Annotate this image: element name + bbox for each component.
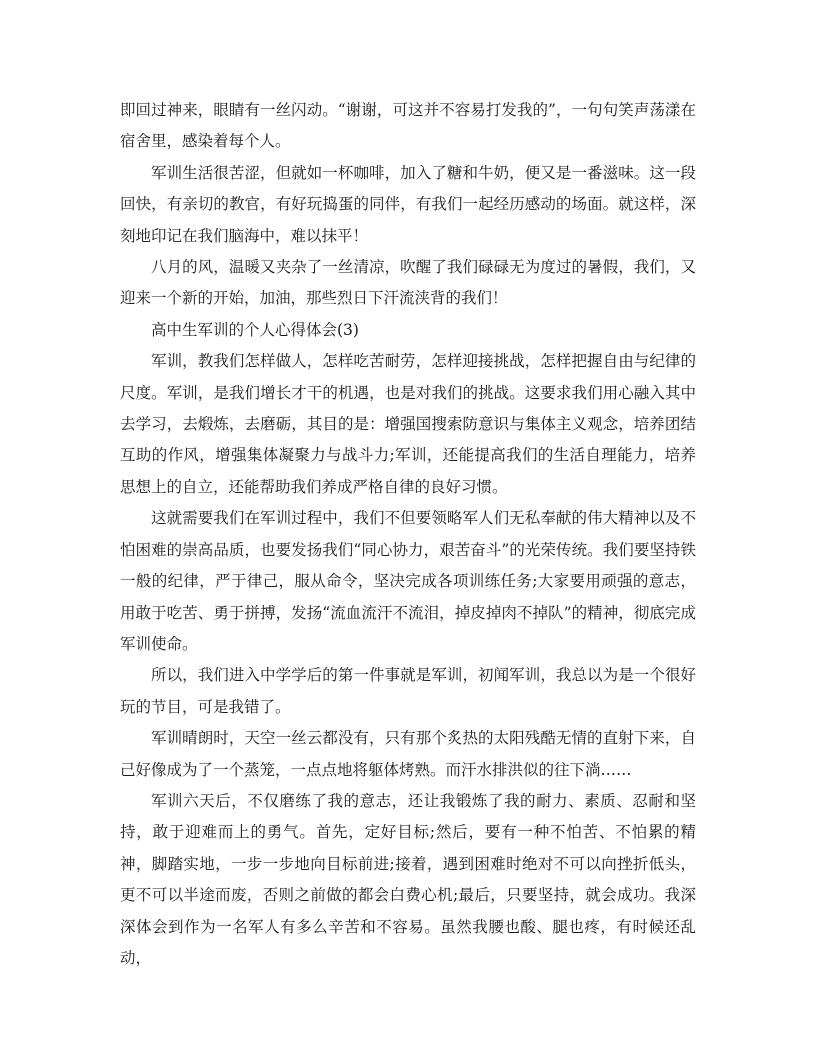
paragraph-2: 军训生活很苦涩，但就如一杯咖啡，加入了糖和牛奶，便又是一番滋味。这一段回快，有亲切的教官，有好玩捣蛋的同伴，有我们一起经历感动的场面。就这样，深刻地印记在我们脑海中，难以抹平！ [120,163,696,245]
paragraph-7: 所以，我们进入中学学后的第一件事就是军训，初闻军训，我总以为是一个很好玩的节目，可是我错了。 [120,666,696,716]
paragraph-1: 即回过神来，眼睛有一丝闪动。“谢谢，可这并不容易打发我的”，一句句笑声荡漾在宿舍里，感染着每个人。 [120,101,696,151]
paragraph-6: 这就需要我们在军训过程中，我们不但要领略军人们无私奉献的伟大精神以及不怕困难的崇高品质，也要发扬我们“同心协力，艰苦奋斗”的光荣传统。我们要坚持铁一般的纪律，严于律己，服从命令，坚决完成各项训练任务;大家要用顽强的意志，用敢于吃苦、勇于拼搏，发扬“流血流汗不流泪，掉皮掉肉不掉队”的精神，彻底完成军训使命。 [120,509,696,653]
paragraph-9: 军训六天后，不仅磨练了我的意志，还让我锻炼了我的耐力、素质、忍耐和坚持，敢于迎难而上的勇气。首先，定好目标;然后，要有一种不怕苦、不怕累的精神，脚踏实地，一步一步地向目标前进;接着，遇到困难时绝对不可以向挫折低头，更不可以半途而废，否则之前做的都会白费心机;最后，只要坚持，就会成功。我深深体会到作为一名军人有多么辛苦和不容易。虽然我腰也酸、腿也疼，有时候还乱动， [120,791,696,967]
document-body [120,95,696,974]
section-heading: 高中生军训的个人心得体会(3) [151,320,359,339]
paragraph-8: 军训晴朗时，天空一丝云都没有，只有那个炙热的太阳残酷无情的直射下来，自己好像成为了一个蒸笼，一点点地将躯体烤熟。而汗水排洪似的往下淌…… [120,729,696,779]
paragraph-5: 军训，教我们怎样做人，怎样吃苦耐劳，怎样迎接挑战，怎样把握自由与纪律的尺度。军训，是我们增长才干的机遇，也是对我们的挑战。这要求我们用心融入其中去学习，去煅炼，去磨砺，其目的是：增强国搜索防意识与集体主义观念，培养团结互助的作风，增强集体凝聚力与战斗力;军训，还能提高我们的生活自理能力，培养思想上的自立，还能帮助我们养成严格自律的良好习惯。 [120,352,696,496]
paragraph-3: 八月的风，温暖又夹杂了一丝清凉，吹醒了我们碌碌无为度过的暑假，我们，又迎来一个新的开始，加油，那些烈日下汗流浃背的我们！ [120,258,696,308]
